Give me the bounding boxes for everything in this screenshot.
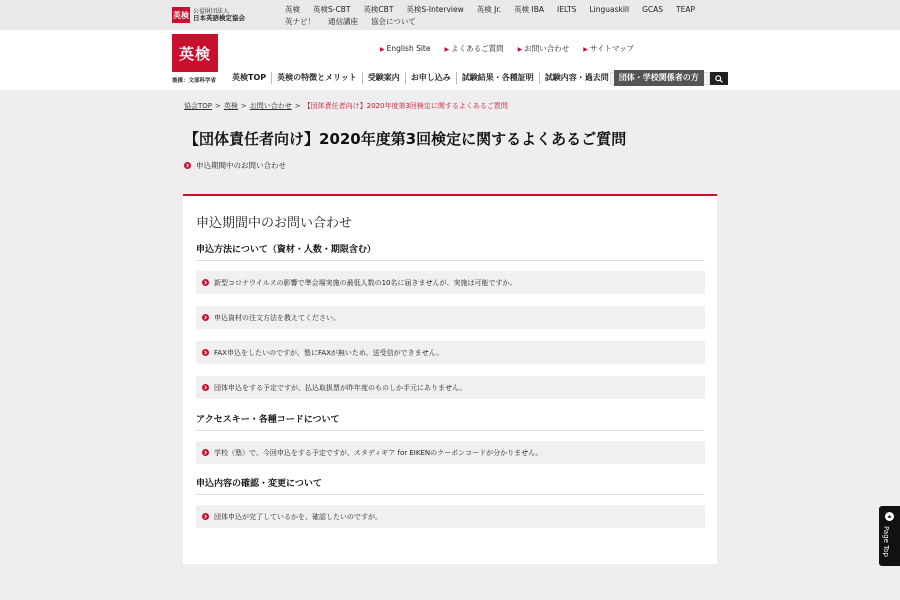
breadcrumb-item[interactable]: 英検	[223, 102, 238, 110]
nav-features[interactable]: 英検の特徴とメリット	[271, 72, 362, 84]
org-name-line1: 公益財団法人	[193, 8, 230, 15]
faq-item[interactable]: FAX申込をしたいのですが、塾にFAXが無いため、送受信ができません。	[196, 341, 705, 364]
toplink-ei-navi[interactable]: 英ナビ！	[285, 17, 315, 26]
toplink-ielts[interactable]: IELTS	[557, 5, 577, 14]
anchor-link[interactable]: 申込期間中のお問い合わせ	[184, 160, 286, 171]
toplink-about[interactable]: 協会について	[371, 17, 416, 26]
toplink-eiken-s-cbt[interactable]: 英検S-CBT	[313, 5, 351, 14]
top-bar	[0, 0, 900, 30]
faq-panel	[183, 194, 717, 564]
toplink-gcas[interactable]: GCAS	[642, 5, 664, 14]
chevron-right-icon	[202, 513, 209, 520]
faq-item[interactable]: 団体申込が完了しているかを、確認したいのですが。	[196, 505, 705, 528]
group-title: 申込内容の確認・変更について	[196, 476, 704, 495]
toplink-correspondence[interactable]: 通信講座	[328, 17, 358, 26]
faq-item[interactable]: 新型コロナウイルスの影響で準会場実施の最低人数の10名に届きませんが、実施は可能ですか。	[196, 271, 705, 294]
toplink-eiken-cbt[interactable]: 英検CBT	[363, 5, 394, 14]
eiken-logo-sub: 後援：文部科学省	[172, 78, 217, 84]
chevron-right-icon	[202, 279, 209, 286]
panel-title: 申込期間中のお問い合わせ	[196, 216, 353, 231]
triangle-right-icon: ▶	[517, 46, 523, 53]
utility-sitemap[interactable]: ▶ サイトマップ	[583, 44, 635, 53]
search-button[interactable]	[710, 72, 728, 85]
org-logo[interactable]	[172, 7, 245, 23]
group-title: 申込方法について（資材・人数・期限含む）	[196, 242, 704, 261]
nav-exam-guide[interactable]: 受験案内	[362, 72, 405, 84]
breadcrumb-item[interactable]: お問い合わせ	[249, 102, 292, 110]
nav-past-exams[interactable]: 試験内容・過去問	[539, 72, 614, 84]
triangle-right-icon: ▶	[444, 46, 450, 53]
triangle-right-icon: ▶	[583, 46, 588, 53]
nav-eiken-top[interactable]: 英検TOP	[232, 73, 267, 82]
nav-organizations[interactable]: 団体・学校関係者の方	[614, 70, 704, 86]
toplink-eiken[interactable]: 英検	[285, 5, 300, 14]
utility-links	[380, 43, 648, 54]
org-logo-mark: 英検	[172, 7, 190, 23]
triangle-right-icon: ▶	[380, 46, 385, 53]
chevron-right-icon	[202, 314, 209, 321]
nav-application[interactable]: お申し込み	[405, 72, 456, 84]
utility-english-site[interactable]: ▶ English Site	[380, 44, 431, 53]
chevron-right-icon	[202, 449, 209, 456]
page-title: 【団体責任者向け】2020年度第3回検定に関するよくあるご質問	[184, 130, 627, 148]
org-name-line2: 日本英語検定協会	[193, 14, 245, 22]
group-title: アクセスキー・各種コードについて	[196, 412, 704, 431]
toplink-linguaskill[interactable]: Linguaskill	[589, 5, 630, 14]
utility-faq[interactable]: ▶ よくあるご質問	[444, 44, 504, 53]
utility-contact[interactable]: ▶ お問い合わせ	[517, 44, 570, 53]
faq-item[interactable]: 学校（塾）で、今回申込をする予定ですが、スタディギア for EIKENのクーポンコードが分かりません。	[196, 441, 705, 464]
breadcrumb: 協会TOP > 英検 > お問い合わせ > 【団体責任者向け】2020年度第3回検定に関するよくあるご質問	[184, 102, 508, 110]
toplink-eiken-s-interview[interactable]: 英検S-Interview	[406, 5, 464, 14]
toplink-eiken-iba[interactable]: 英検 IBA	[514, 5, 544, 14]
nav-results[interactable]: 試験結果・各種証明	[456, 72, 539, 84]
chevron-right-icon	[184, 162, 191, 169]
arrow-up-icon	[885, 512, 894, 521]
breadcrumb-current: 【団体責任者向け】2020年度第3回検定に関するよくあるご質問	[303, 102, 508, 110]
faq-item[interactable]: 申込資材の注文方法を教えてください。	[196, 306, 705, 329]
top-links	[285, 4, 725, 28]
page-top-button[interactable]	[879, 506, 900, 566]
eiken-logo[interactable]: 英検	[172, 34, 218, 72]
breadcrumb-item[interactable]: 協会TOP	[184, 102, 213, 110]
toplink-eiken-jr[interactable]: 英検 Jr.	[476, 5, 502, 14]
chevron-right-icon	[202, 349, 209, 356]
chevron-right-icon	[202, 384, 209, 391]
page-top-label: Page Top	[882, 526, 890, 557]
main-nav	[227, 70, 704, 86]
search-icon	[715, 75, 723, 83]
toplink-teap[interactable]: TEAP	[676, 5, 696, 14]
faq-item[interactable]: 団体申込をする予定ですが、払込取扱票が昨年度のものしか手元にありません。	[196, 376, 705, 399]
